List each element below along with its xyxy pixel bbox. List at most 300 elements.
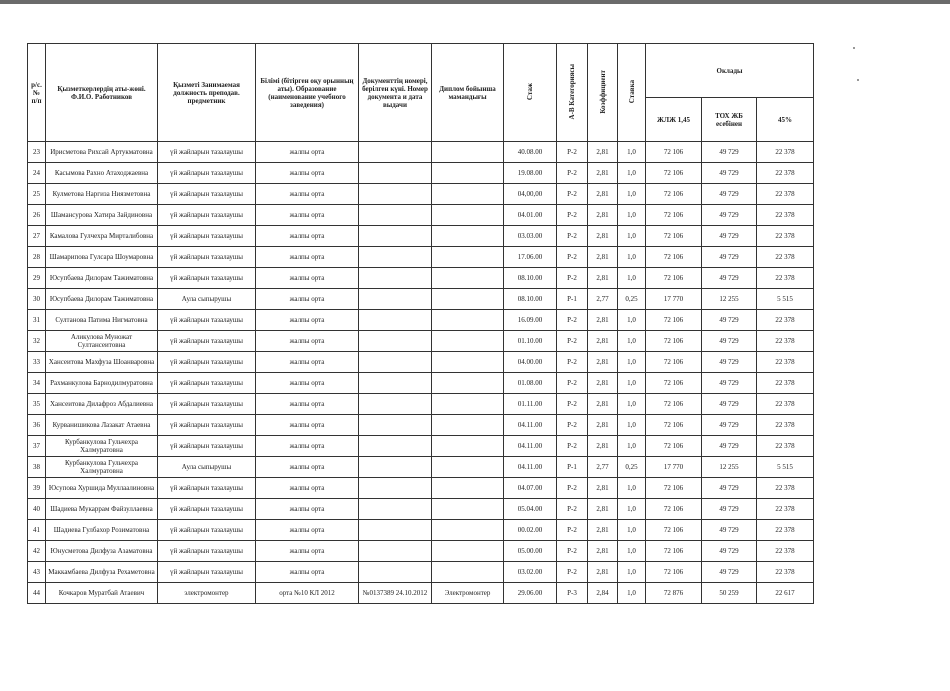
cell-coefficient: 2,81	[588, 394, 618, 415]
cell-stavka: 1,0	[618, 247, 646, 268]
cell-diploma	[432, 457, 504, 478]
cell-fio: Касымова Рахно Атаходжаевна	[46, 163, 158, 184]
cell-education: орта №10 КЛ 2012	[256, 583, 359, 604]
cell-fio: Шамансурова Хатира Зайдиновна	[46, 205, 158, 226]
cell-zhlzh: 17 770	[646, 457, 702, 478]
cell-fio: Курбанкулова Гульчехра Халмуратовна	[46, 436, 158, 457]
cell-coefficient: 2,81	[588, 226, 618, 247]
cell-tox: 49 729	[702, 247, 757, 268]
cell-category: Р-2	[557, 541, 588, 562]
cell-document	[359, 184, 432, 205]
cell-tox: 49 729	[702, 142, 757, 163]
cell-tox: 49 729	[702, 520, 757, 541]
cell-education: жалпы орта	[256, 478, 359, 499]
cell-stavka: 1,0	[618, 268, 646, 289]
cell-num: 34	[28, 373, 46, 394]
table-row	[28, 373, 814, 394]
cell-zhlzh: 72 106	[646, 163, 702, 184]
cell-stazh: 29.06.00	[504, 583, 557, 604]
cell-document	[359, 562, 432, 583]
cell-num: 26	[28, 205, 46, 226]
cell-document	[359, 436, 432, 457]
cell-num: 31	[28, 310, 46, 331]
cell-stavka: 1,0	[618, 562, 646, 583]
cell-education: жалпы орта	[256, 562, 359, 583]
cell-tox: 49 729	[702, 436, 757, 457]
cell-education: жалпы орта	[256, 331, 359, 352]
cell-coefficient: 2,81	[588, 205, 618, 226]
cell-diploma	[432, 352, 504, 373]
cell-zhlzh: 72 106	[646, 184, 702, 205]
cell-pct: 22 378	[757, 352, 814, 373]
cell-tox: 49 729	[702, 415, 757, 436]
cell-category: Р-2	[557, 373, 588, 394]
staff-table	[27, 43, 814, 604]
table-row	[28, 268, 814, 289]
cell-pct: 22 378	[757, 436, 814, 457]
cell-fio: Шамарипова Гулсара Шоумаровна	[46, 247, 158, 268]
cell-tox: 49 729	[702, 268, 757, 289]
table-row	[28, 205, 814, 226]
cell-position: үй жайларын тазалаушы	[158, 373, 256, 394]
cell-education: жалпы орта	[256, 373, 359, 394]
cell-num: 35	[28, 394, 46, 415]
cell-zhlzh: 72 106	[646, 436, 702, 457]
cell-document	[359, 310, 432, 331]
cell-num: 28	[28, 247, 46, 268]
header-stazh-label: Стаж	[526, 82, 534, 101]
cell-tox: 49 729	[702, 310, 757, 331]
cell-zhlzh: 72 106	[646, 499, 702, 520]
cell-coefficient: 2,81	[588, 352, 618, 373]
cell-fio: Камалова Гулчехра Мирталибовна	[46, 226, 158, 247]
scan-speck	[857, 79, 859, 81]
cell-pct: 5 515	[757, 457, 814, 478]
cell-pct: 22 378	[757, 331, 814, 352]
cell-coefficient: 2,81	[588, 415, 618, 436]
cell-category: Р-2	[557, 310, 588, 331]
cell-stavka: 1,0	[618, 541, 646, 562]
cell-zhlzh: 72 106	[646, 373, 702, 394]
cell-tox: 49 729	[702, 331, 757, 352]
cell-fio: Хансеитова Махфуза Шоанваровна	[46, 352, 158, 373]
cell-num: 41	[28, 520, 46, 541]
cell-category: Р-2	[557, 268, 588, 289]
cell-document	[359, 205, 432, 226]
cell-document	[359, 289, 432, 310]
scan-speck	[853, 47, 855, 49]
cell-coefficient: 2,81	[588, 520, 618, 541]
cell-fio: Юсупбаева Дилорам Тажиматовна	[46, 289, 158, 310]
cell-fio: Шадиева Гулбахор Розиматовна	[46, 520, 158, 541]
cell-position: үй жайларын тазалаушы	[158, 142, 256, 163]
cell-num: 43	[28, 562, 46, 583]
cell-stavka: 1,0	[618, 415, 646, 436]
cell-stazh: 04.11.00	[504, 415, 557, 436]
cell-num: 23	[28, 142, 46, 163]
cell-document	[359, 499, 432, 520]
cell-coefficient: 2,77	[588, 289, 618, 310]
cell-document	[359, 394, 432, 415]
cell-education: жалпы орта	[256, 415, 359, 436]
cell-position: үй жайларын тазалаушы	[158, 310, 256, 331]
cell-stazh: 08.10.00	[504, 289, 557, 310]
cell-pct: 22 378	[757, 520, 814, 541]
cell-num: 33	[28, 352, 46, 373]
cell-zhlzh: 72 106	[646, 226, 702, 247]
cell-education: жалпы орта	[256, 394, 359, 415]
cell-diploma: Электромонтер	[432, 583, 504, 604]
cell-stazh: 05.00.00	[504, 541, 557, 562]
cell-stazh: 00.02.00	[504, 520, 557, 541]
table-row	[28, 436, 814, 457]
header-oklady: Оклады	[646, 44, 814, 98]
cell-tox: 49 729	[702, 541, 757, 562]
table-row	[28, 331, 814, 352]
cell-coefficient: 2,81	[588, 142, 618, 163]
cell-category: Р-2	[557, 520, 588, 541]
cell-education: жалпы орта	[256, 352, 359, 373]
cell-fio: Рахманкулова Барнодилмуратовна	[46, 373, 158, 394]
cell-education: жалпы орта	[256, 457, 359, 478]
cell-stazh: 04.01.00	[504, 205, 557, 226]
cell-pct: 22 378	[757, 499, 814, 520]
cell-diploma	[432, 478, 504, 499]
cell-document	[359, 226, 432, 247]
cell-tox: 49 729	[702, 562, 757, 583]
cell-stazh: 01.11.00	[504, 394, 557, 415]
cell-pct: 22 617	[757, 583, 814, 604]
cell-pct: 22 378	[757, 247, 814, 268]
cell-num: 38	[28, 457, 46, 478]
cell-position: үй жайларын тазалаушы	[158, 562, 256, 583]
cell-coefficient: 2,81	[588, 163, 618, 184]
cell-diploma	[432, 163, 504, 184]
cell-education: жалпы орта	[256, 184, 359, 205]
cell-stavka: 1,0	[618, 352, 646, 373]
header-stavka	[618, 44, 646, 142]
cell-category: Р-1	[557, 457, 588, 478]
cell-coefficient: 2,81	[588, 562, 618, 583]
cell-stazh: 17.06.00	[504, 247, 557, 268]
cell-position: үй жайларын тазалаушы	[158, 352, 256, 373]
cell-zhlzh: 17 770	[646, 289, 702, 310]
cell-num: 30	[28, 289, 46, 310]
table-row	[28, 289, 814, 310]
table-row	[28, 478, 814, 499]
cell-stazh: 19.08.00	[504, 163, 557, 184]
cell-diploma	[432, 331, 504, 352]
cell-stazh: 04.11.00	[504, 457, 557, 478]
cell-coefficient: 2,81	[588, 478, 618, 499]
header-document: Документтің номері, берілген күні. Номер документа и дата выдачи	[359, 44, 432, 142]
cell-fio: Султанова Патима Нигматовна	[46, 310, 158, 331]
table-row	[28, 499, 814, 520]
cell-diploma	[432, 520, 504, 541]
cell-education: жалпы орта	[256, 289, 359, 310]
cell-stavka: 1,0	[618, 331, 646, 352]
cell-document	[359, 457, 432, 478]
cell-diploma	[432, 289, 504, 310]
cell-position: үй жайларын тазалаушы	[158, 247, 256, 268]
header-category-label: А-В Категориясы	[568, 63, 576, 120]
cell-stavka: 1,0	[618, 310, 646, 331]
cell-position: үй жайларын тазалаушы	[158, 499, 256, 520]
cell-category: Р-2	[557, 247, 588, 268]
cell-stavka: 1,0	[618, 373, 646, 394]
cell-tox: 49 729	[702, 226, 757, 247]
cell-tox: 50 259	[702, 583, 757, 604]
cell-position: үй жайларын тазалаушы	[158, 184, 256, 205]
cell-education: жалпы орта	[256, 163, 359, 184]
cell-position: үй жайларын тазалаушы	[158, 268, 256, 289]
cell-fio: Хансеитова Дилафроз Абдалиевна	[46, 394, 158, 415]
cell-fio: Кочкаров Муратбай Атаевич	[46, 583, 158, 604]
cell-category: Р-2	[557, 394, 588, 415]
cell-position: үй жайларын тазалаушы	[158, 541, 256, 562]
cell-position: үй жайларын тазалаушы	[158, 478, 256, 499]
cell-document	[359, 142, 432, 163]
cell-tox: 12 255	[702, 457, 757, 478]
cell-tox: 49 729	[702, 163, 757, 184]
cell-pct: 22 378	[757, 394, 814, 415]
cell-category: Р-2	[557, 562, 588, 583]
header-zhlzh: ЖЛЖ 1,45	[646, 98, 702, 142]
cell-pct: 22 378	[757, 541, 814, 562]
cell-fio: Ирисметова Рихсай Артукматовна	[46, 142, 158, 163]
cell-document	[359, 247, 432, 268]
cell-num: 44	[28, 583, 46, 604]
cell-diploma	[432, 184, 504, 205]
cell-stazh: 01.10.00	[504, 331, 557, 352]
cell-position: үй жайларын тазалаушы	[158, 415, 256, 436]
cell-coefficient: 2,81	[588, 331, 618, 352]
cell-pct: 22 378	[757, 310, 814, 331]
table-row	[28, 520, 814, 541]
cell-stavka: 1,0	[618, 583, 646, 604]
cell-diploma	[432, 436, 504, 457]
cell-zhlzh: 72 106	[646, 310, 702, 331]
cell-stazh: 04.07.00	[504, 478, 557, 499]
header-coefficient-label: Коэффициент	[598, 69, 607, 114]
scan-top-edge	[0, 0, 950, 4]
header-education: Білімі (бітірген оқу орынның аты). Образование (наименование учебного заведения)	[256, 44, 359, 142]
cell-document	[359, 520, 432, 541]
cell-tox: 49 729	[702, 352, 757, 373]
cell-stavka: 1,0	[618, 520, 646, 541]
cell-category: Р-2	[557, 415, 588, 436]
cell-stavka: 1,0	[618, 499, 646, 520]
cell-coefficient: 2,81	[588, 373, 618, 394]
header-position: Қызметі Занимаемая должность преподав. предметник	[158, 44, 256, 142]
cell-zhlzh: 72 106	[646, 205, 702, 226]
cell-document	[359, 541, 432, 562]
cell-stavka: 1,0	[618, 184, 646, 205]
cell-coefficient: 2,81	[588, 436, 618, 457]
cell-stavka: 1,0	[618, 142, 646, 163]
table-row	[28, 310, 814, 331]
cell-zhlzh: 72 106	[646, 478, 702, 499]
cell-zhlzh: 72 106	[646, 415, 702, 436]
cell-zhlzh: 72 106	[646, 352, 702, 373]
table-row	[28, 247, 814, 268]
table-row	[28, 163, 814, 184]
header-coefficient	[588, 44, 618, 142]
table-row	[28, 394, 814, 415]
table-row	[28, 457, 814, 478]
cell-document	[359, 415, 432, 436]
cell-document	[359, 268, 432, 289]
cell-diploma	[432, 373, 504, 394]
cell-coefficient: 2,81	[588, 184, 618, 205]
cell-diploma	[432, 562, 504, 583]
cell-diploma	[432, 415, 504, 436]
cell-pct: 22 378	[757, 205, 814, 226]
cell-tox: 12 255	[702, 289, 757, 310]
header-stavka-label: Ставка	[627, 79, 636, 104]
cell-diploma	[432, 268, 504, 289]
cell-pct: 5 515	[757, 289, 814, 310]
cell-document: №0137389 24.10.2012	[359, 583, 432, 604]
cell-position: электромонтер	[158, 583, 256, 604]
cell-coefficient: 2,84	[588, 583, 618, 604]
cell-num: 25	[28, 184, 46, 205]
cell-document	[359, 373, 432, 394]
cell-category: Р-3	[557, 583, 588, 604]
cell-zhlzh: 72 106	[646, 394, 702, 415]
cell-category: Р-2	[557, 184, 588, 205]
cell-diploma	[432, 247, 504, 268]
cell-stazh: 08.10.00	[504, 268, 557, 289]
cell-diploma	[432, 142, 504, 163]
cell-position: үй жайларын тазалаушы	[158, 394, 256, 415]
cell-num: 40	[28, 499, 46, 520]
cell-num: 27	[28, 226, 46, 247]
cell-category: Р-2	[557, 331, 588, 352]
header-tox: ТОХ ЖБ есебінен	[702, 98, 757, 142]
cell-document	[359, 163, 432, 184]
cell-fio: Аликулова Муножат Султансеитовна	[46, 331, 158, 352]
cell-stavka: 1,0	[618, 226, 646, 247]
cell-education: жалпы орта	[256, 520, 359, 541]
cell-fio: Кулметова Наргиза Ниязметовна	[46, 184, 158, 205]
cell-pct: 22 378	[757, 142, 814, 163]
header-category	[557, 44, 588, 142]
cell-coefficient: 2,81	[588, 541, 618, 562]
cell-diploma	[432, 499, 504, 520]
cell-position: үй жайларын тазалаушы	[158, 205, 256, 226]
cell-pct: 22 378	[757, 226, 814, 247]
cell-stazh: 04,00,00	[504, 184, 557, 205]
cell-stazh: 04.00.00	[504, 352, 557, 373]
cell-coefficient: 2,81	[588, 268, 618, 289]
cell-pct: 22 378	[757, 415, 814, 436]
header-num: р/с.№ п/п	[28, 44, 46, 142]
cell-document	[359, 331, 432, 352]
table-row	[28, 184, 814, 205]
cell-fio: Курванишикова Лазакат Атаевна	[46, 415, 158, 436]
cell-education: жалпы орта	[256, 142, 359, 163]
cell-stazh: 03.02.00	[504, 562, 557, 583]
cell-education: жалпы орта	[256, 205, 359, 226]
cell-education: жалпы орта	[256, 310, 359, 331]
cell-coefficient: 2,81	[588, 499, 618, 520]
table-row	[28, 142, 814, 163]
cell-position: үй жайларын тазалаушы	[158, 520, 256, 541]
cell-education: жалпы орта	[256, 247, 359, 268]
cell-pct: 22 378	[757, 562, 814, 583]
cell-position: Аула сыпырушы	[158, 457, 256, 478]
cell-diploma	[432, 310, 504, 331]
cell-coefficient: 2,81	[588, 247, 618, 268]
cell-zhlzh: 72 106	[646, 268, 702, 289]
cell-fio: Курбанкулова Гульчехра Халмуратовна	[46, 457, 158, 478]
table-row	[28, 352, 814, 373]
cell-diploma	[432, 394, 504, 415]
cell-pct: 22 378	[757, 478, 814, 499]
cell-stavka: 1,0	[618, 163, 646, 184]
cell-document	[359, 352, 432, 373]
cell-fio: Юсупбаева Дилорам Тажиматовна	[46, 268, 158, 289]
header-diploma: Диплом бойынша мамандығы	[432, 44, 504, 142]
cell-category: Р-2	[557, 499, 588, 520]
cell-education: жалпы орта	[256, 226, 359, 247]
cell-num: 32	[28, 331, 46, 352]
cell-education: жалпы орта	[256, 541, 359, 562]
cell-category: Р-2	[557, 436, 588, 457]
table-body	[28, 142, 814, 604]
cell-tox: 49 729	[702, 499, 757, 520]
cell-fio: Шадиева Мукаррам Файзуллаевна	[46, 499, 158, 520]
cell-coefficient: 2,77	[588, 457, 618, 478]
header-pct: 45%	[757, 98, 814, 142]
cell-category: Р-2	[557, 478, 588, 499]
cell-tox: 49 729	[702, 205, 757, 226]
cell-tox: 49 729	[702, 184, 757, 205]
table-header	[28, 44, 814, 142]
cell-num: 39	[28, 478, 46, 499]
cell-category: Р-2	[557, 142, 588, 163]
cell-num: 37	[28, 436, 46, 457]
cell-stavka: 0,25	[618, 457, 646, 478]
cell-stavka: 1,0	[618, 394, 646, 415]
cell-position: үй жайларын тазалаушы	[158, 331, 256, 352]
cell-position: Аула сыпырушы	[158, 289, 256, 310]
cell-num: 29	[28, 268, 46, 289]
cell-category: Р-2	[557, 205, 588, 226]
cell-diploma	[432, 226, 504, 247]
cell-stazh: 03.03.00	[504, 226, 557, 247]
cell-category: Р-2	[557, 226, 588, 247]
cell-stazh: 40.08.00	[504, 142, 557, 163]
cell-education: жалпы орта	[256, 499, 359, 520]
cell-category: Р-1	[557, 289, 588, 310]
cell-zhlzh: 72 876	[646, 583, 702, 604]
cell-document	[359, 478, 432, 499]
cell-zhlzh: 72 106	[646, 562, 702, 583]
cell-position: үй жайларын тазалаушы	[158, 163, 256, 184]
cell-stazh: 01.08.00	[504, 373, 557, 394]
cell-tox: 49 729	[702, 478, 757, 499]
cell-category: Р-2	[557, 352, 588, 373]
cell-pct: 22 378	[757, 163, 814, 184]
cell-zhlzh: 72 106	[646, 331, 702, 352]
cell-coefficient: 2,81	[588, 310, 618, 331]
cell-tox: 49 729	[702, 394, 757, 415]
cell-stazh: 16.09.00	[504, 310, 557, 331]
cell-position: үй жайларын тазалаушы	[158, 436, 256, 457]
cell-education: жалпы орта	[256, 268, 359, 289]
